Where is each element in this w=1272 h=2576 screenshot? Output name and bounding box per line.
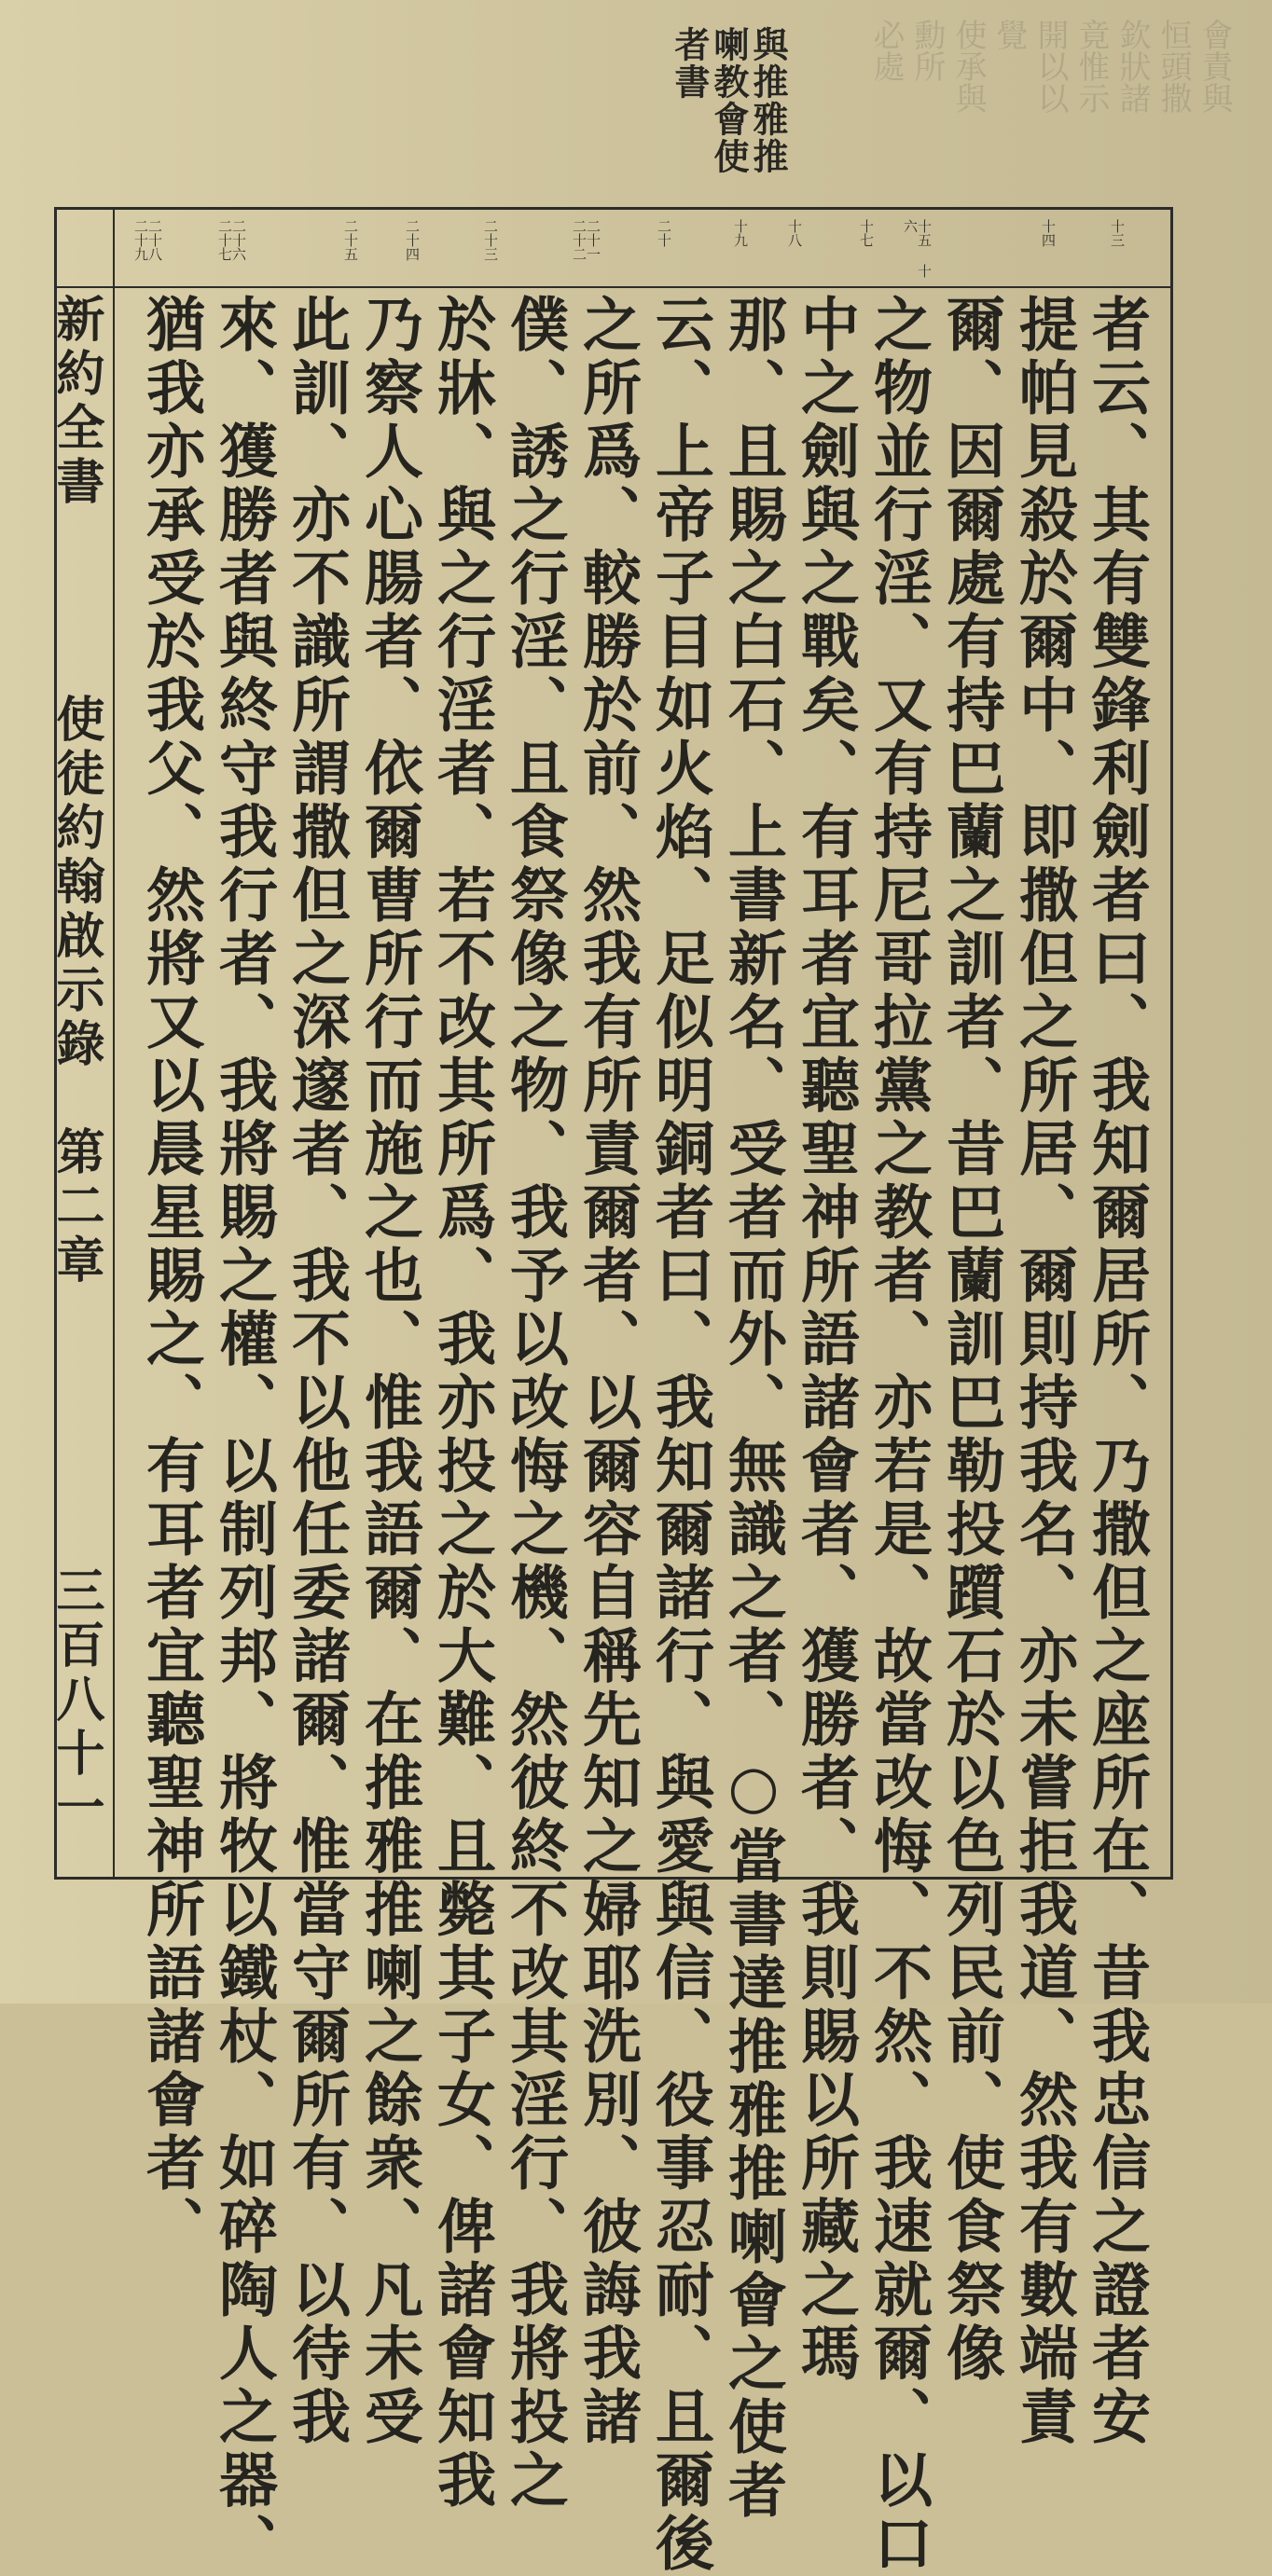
- text-column: 那、且賜之白石、上書新名、受者而外、無識之者、○當書達推雅推喇會之使者: [719, 294, 788, 2523]
- verse-marker: 十五 十六: [902, 219, 933, 278]
- bleed-through-text: 會責與 恒頭撒 欽狀諸 竟惟示 開以以 覺 使承與 勳所 必處: [867, 19, 1233, 114]
- page-number: 三百八十一: [48, 1565, 104, 1836]
- spine-rule: [113, 210, 115, 1877]
- text-column: 此訓、亦不識所謂撒但之深邃者、我不以他任委諸爾、惟當守爾所有、以待我: [283, 294, 352, 2449]
- text-column: 來、獲勝者與終守我行者、我將賜之權、以制列邦、將牧以鐵杖、如碎陶人之器、: [210, 294, 279, 2576]
- book-title: 新約全書: [48, 294, 104, 510]
- verse-marker: 十三: [1109, 219, 1126, 247]
- text-column: 僕、誘之行淫、且食祭像之物、我予以改悔之機、然彼終不改其淫行、我將投之: [501, 294, 570, 2513]
- verse-marker: 二十八 二十九: [132, 219, 163, 261]
- verse-marker: 十四: [1040, 219, 1057, 247]
- verse-marker: 十八: [786, 219, 803, 247]
- verse-marker: 二十四: [404, 219, 421, 261]
- running-head: [48, 294, 111, 1869]
- text-column: 中之劍與之戰矣、有耳者宜聽聖神所語諸會者、獲勝者、我則賜以所藏之瑪: [792, 294, 861, 2386]
- verse-marker: 十七: [858, 219, 875, 247]
- text-column: 猶我亦承受於我父、然將又以晨星賜之、有耳者宜聽聖神所語諸會者、: [137, 294, 206, 2259]
- verse-marker: 十九: [732, 219, 749, 247]
- text-column: 爾、因爾處有持巴蘭之訓者、昔巴蘭訓巴勒投躓石於以色列民前、使食祭像: [937, 294, 1006, 2386]
- verse-marker: 二十五: [342, 219, 359, 261]
- text-column: 者云、其有雙鋒利劍者曰、我知爾居所、乃撒但之座所在、昔我忠信之證者安: [1083, 294, 1152, 2449]
- verse-marker: 二十一 二十二: [571, 219, 601, 261]
- text-column: 提帕見殺於爾中、即撒但之所居、爾則持我名、亦未嘗拒我道、然我有數端責: [1010, 294, 1079, 2449]
- verse-marker: 二十六 二十七: [216, 219, 247, 261]
- verse-marker: 二十: [656, 219, 672, 247]
- text-column: 於牀、與之行淫者、若不改其所爲、我亦投之於大難、且斃其子女、俾諸會知我: [428, 294, 497, 2513]
- header-note: 與推雅推 喇教會使 者書: [669, 26, 789, 175]
- text-column: 之物並行淫、又有持尼哥拉黨之教者、亦若是、故當改悔、不然、我速就爾、以口: [864, 294, 933, 2576]
- verse-marker: 二十三: [482, 219, 499, 261]
- text-frame: [48, 207, 1173, 2576]
- text-column: 云、上帝子目如火焰、足似明銅者曰、我知爾諸行、與愛與信、役事忍耐、且爾後: [646, 294, 715, 2576]
- text-column: 乃察人心腸者、依爾曹所行而施之也、惟我語爾、在推雅推喇之餘衆、凡未受: [355, 294, 424, 2449]
- text-column: 之所爲、較勝於前、然我有所責爾者、以爾容自稱先知之婦耶洗別、彼誨我諸: [574, 294, 643, 2449]
- chapter-title: 使徒約翰啟示錄 第二章: [48, 694, 104, 1288]
